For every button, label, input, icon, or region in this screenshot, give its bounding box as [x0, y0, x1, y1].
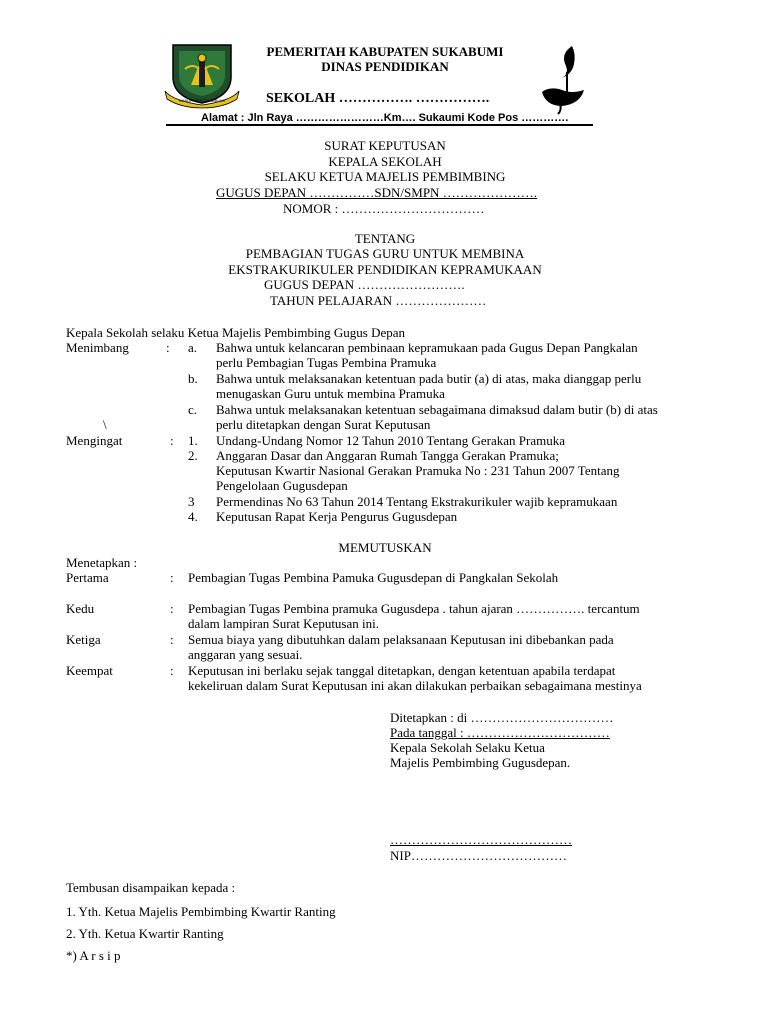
logo-ribbon-text: KABUPATEN SUKABUMI: [179, 98, 225, 103]
menimbang-b-line2: menugaskan Guru untuk membina Pramuka: [216, 386, 445, 401]
menimbang-c-line1: Bahwa untuk melaksanakan ketentuan sebagaimana dimaksud dalam butir (b) di atas: [216, 402, 658, 417]
menimbang-label: Menimbang: [66, 340, 129, 355]
tentang-line-2: EKSTRAKURIKULER PENDIDIKAN KEPRAMUKAAN: [228, 262, 542, 277]
ttd-tanggal: Pada tanggal : ……………………………: [390, 725, 610, 740]
menimbang-a-line1: Bahwa untuk kelancaran pembinaan kepramukaan pada Gugus Depan Pangkalan: [216, 340, 638, 355]
menimbang-a-line2: perlu Pembagian Tugas Pembina Pramuka: [216, 355, 437, 370]
title-gugus-depan: GUGUS DEPAN ……………SDN/SMPN ………………….: [216, 185, 537, 200]
mengingat-item-1: Undang-Undang Nomor 12 Tahun 2010 Tentang Gerakan Pramuka: [216, 433, 565, 448]
diktum-pertama-colon: :: [170, 570, 174, 585]
diktum-kedua-line1: Pembagian Tugas Pembina pramuka Gugusdepa . tahun ajaran ……………. tercantum: [188, 601, 640, 616]
menimbang-b-line1: Bahwa untuk melaksanakan ketentuan pada butir (a) di atas, maka dianggap perlu: [216, 371, 642, 386]
mengingat-mark-4: 4.: [188, 509, 198, 524]
diktum-pertama-text: Pembagian Tugas Pembina Pamuka Gugusdepan di Pangkalan Sekolah: [188, 570, 559, 585]
tentang-line-1: PEMBAGIAN TUGAS GURU UNTUK MEMBINA: [245, 246, 525, 261]
mengingat-mark-3: 3: [188, 494, 195, 509]
intro-text: Kepala Sekolah selaku Ketua Majelis Pembimbing Gugus Depan: [66, 325, 406, 340]
mengingat-mark-1: 1.: [188, 433, 198, 448]
menimbang-mark-c: c.: [188, 402, 198, 417]
mengingat-item-4: Keputusan Rapat Kerja Pengurus Gugusdepan: [216, 509, 458, 524]
menimbang-colon: :: [166, 340, 170, 355]
diktum-keempat-line2: kekeliruan dalam Surat Keputusan ini akan dilakukan perbaikan sebagaimana mestinya: [188, 678, 642, 693]
mengingat-mark-2: 2.: [188, 448, 198, 463]
menimbang-mark-a: a.: [188, 340, 198, 355]
menimbang-c-line2: perlu ditetapkan dengan Surat Keputusan: [216, 417, 431, 432]
memutuskan-heading: MEMUTUSKAN: [338, 540, 432, 555]
ttd-nip: NIP………………………………: [390, 848, 567, 863]
tentang-line-4: TAHUN PELAJARAN …………………: [270, 293, 487, 308]
diktum-keempat-label: Keempat: [66, 663, 113, 678]
ttd-ditetapkan: Ditetapkan : di ……………………………: [390, 710, 614, 725]
ttd-jabatan-1: Kepala Sekolah Selaku Ketua: [390, 740, 545, 755]
ttd-jabatan-2: Majelis Pembimbing Gugusdepan.: [390, 755, 571, 770]
kop-alamat: Alamat : Jln Raya ……………………Km…. Sukaumi Kode Pos ………….: [201, 112, 569, 124]
mengingat-label: Mengingat: [66, 433, 123, 448]
kop-divider: [166, 124, 593, 126]
title-surat-keputusan: SURAT KEPUTUSAN: [324, 138, 446, 153]
diktum-ketiga-line2: anggaran yang sesuai.: [188, 647, 303, 662]
mengingat-item-2: Anggaran Dasar dan Anggaran Rumah Tangga Gerakan Pramuka;: [216, 448, 559, 463]
title-selaku: SELAKU KETUA MAJELIS PEMBIMBING: [264, 169, 506, 184]
diktum-keempat-line1: Keputusan ini berlaku sejak tanggal ditetapkan, dengan ketentuan apabila terdapat: [188, 663, 616, 678]
ttd-nama: ……………………………………: [390, 832, 572, 847]
diktum-ketiga-colon: :: [170, 632, 174, 647]
mengingat-colon: :: [170, 433, 174, 448]
diktum-kedua-line2: dalam lampiran Surat Keputusan ini.: [188, 616, 379, 631]
title-nomor: NOMOR : ……………………………: [283, 201, 485, 216]
diktum-kedua-colon: :: [170, 601, 174, 616]
diktum-kedua-label: Kedu: [66, 601, 95, 616]
diktum-pertama-label: Pertama: [66, 570, 109, 585]
diktum-ketiga-line1: Semua biaya yang dibutuhkan dalam pelaksanaan Keputusan ini dibebankan pada: [188, 632, 614, 647]
mengingat-item-2b: Keputusan Kwartir Nasional Gerakan Pramuka No : 231 Tahun 2007 Tentang: [216, 463, 620, 478]
menimbang-mark-b: b.: [188, 371, 198, 386]
mengingat-item-3: Permendinas No 63 Tahun 2014 Tentang Ekstrakurikuler wajib kepramukaan: [216, 494, 618, 509]
tembusan-item-2: 2. Yth. Ketua Kwartir Ranting: [66, 926, 224, 941]
menetapkan-label: Menetapkan :: [66, 555, 138, 570]
mengingat-item-2c: Pengelolaan Gugusdepan: [216, 478, 348, 493]
tembusan-item-1: 1. Yth. Ketua Majelis Pembimbing Kwartir Ranting: [66, 904, 336, 919]
diktum-ketiga-label: Ketiga: [66, 632, 101, 647]
kop-pemerintah: PEMERITAH KABUPATEN SUKABUMI: [266, 44, 504, 59]
kop-sekolah: SEKOLAH ……………. …………….: [266, 91, 490, 106]
scout-emblem-icon: [536, 44, 588, 116]
tembusan-item-3: *) A r s i p: [66, 948, 121, 963]
title-kepala-sekolah: KEPALA SEKOLAH: [328, 154, 442, 169]
tentang-heading: TENTANG: [354, 231, 416, 246]
stray-backslash: \: [103, 417, 107, 432]
diktum-keempat-colon: :: [170, 663, 174, 678]
kop-dinas: DINAS PENDIDIKAN: [321, 59, 449, 74]
tentang-line-3: GUGUS DEPAN …………………….: [264, 277, 465, 292]
tembusan-heading: Tembusan disampaikan kepada :: [66, 880, 236, 895]
